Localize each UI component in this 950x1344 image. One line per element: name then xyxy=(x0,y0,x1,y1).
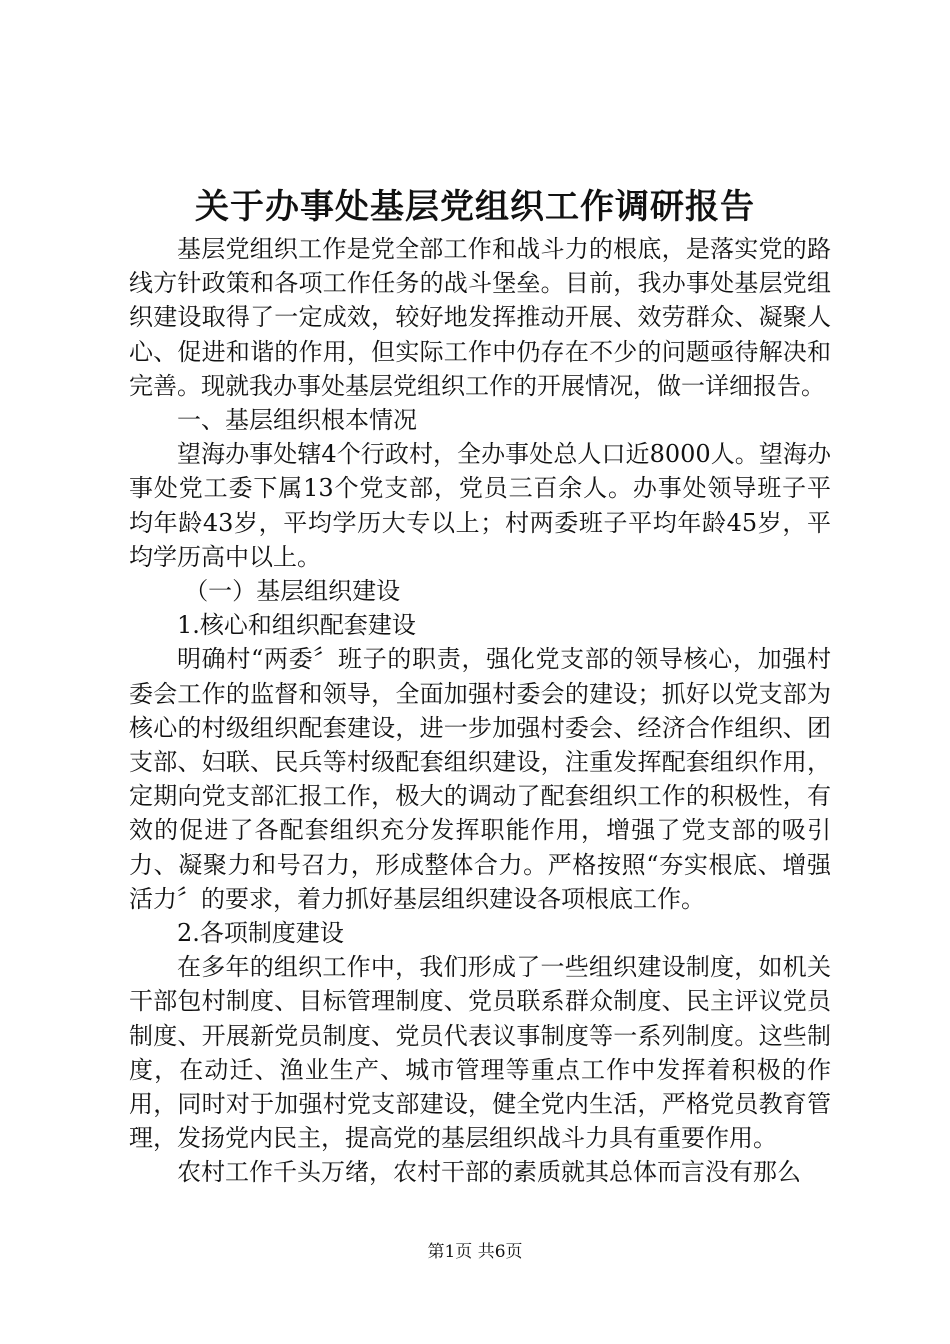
document-body xyxy=(129,232,831,1190)
paragraph-overview: 望海办事处辖4个行政村，全办事处总人口近8000人。望海办事处党工委下属13个党支部，党员三百余人。办事处领导班子平均年龄43岁，平均学历大专以上；村两委班子平均年龄45岁，平均学历高中以上。 xyxy=(129,440,831,571)
paragraph-rural-work: 农村工作千头万绪，农村干部的素质就其总体而言没有那么 xyxy=(177,1158,801,1187)
page-footer: 第1页 共6页 xyxy=(427,1242,523,1262)
section-heading-1: 一、基层组织根本情况 xyxy=(177,406,417,435)
paragraph-intro: 基层党组织工作是党全部工作和战斗力的根底，是落实党的路线方针政策和各项工作任务的战斗堡垒。目前，我办事处基层党组织建设取得了一定成效，较好地发挥推动开展、效劳群众、凝聚人心、促进和谐的作用，但实际工作中仍存在不少的问题亟待解决和完善。现就我办事处基层党组织工作的开展情况，做一详细报告。 xyxy=(129,235,831,400)
item-heading-2: 2.各项制度建设 xyxy=(177,919,344,948)
paragraph-systems: 在多年的组织工作中，我们形成了一些组织建设制度，如机关干部包村制度、目标管理制度、党员联系群众制度、民主评议党员制度、开展新党员制度、党员代表议事制度等一系列制度。这些制度，在动迁、渔业生产、城市管理等重点工作中发挥着积极的作用，同时对于加强村党支部建设，健全党内生活，严格党员教育管理，发扬党内民主，提高党的基层组织战斗力具有重要作用。 xyxy=(129,953,831,1153)
item-heading-1: 1.核心和组织配套建设 xyxy=(177,611,416,640)
document-title: 关于办事处基层党组织工作调研报告 xyxy=(195,187,755,227)
paragraph-core-construction: 明确村“两委〞班子的职责，强化党支部的领导核心，加强村委会工作的监督和领导，全面加强村委会的建设；抓好以党支部为核心的村级组织配套建设，进一步加强村委会、经济合作组织、团支部、妇联、民兵等村级配套组织建设，注重发挥配套组织作用，定期向党支部汇报工作，极大的调动了配套组织工作的积极性，有效的促进了各配套组织充分发挥职能作用，增强了党支部的吸引力、凝聚力和号召力，形成整体合力。严格按照“夯实根底、增强活力〞的要求，着力抓好基层组织建设各项根底工作。 xyxy=(129,645,831,913)
subsection-heading-1: （一）基层组织建设 xyxy=(184,577,401,606)
